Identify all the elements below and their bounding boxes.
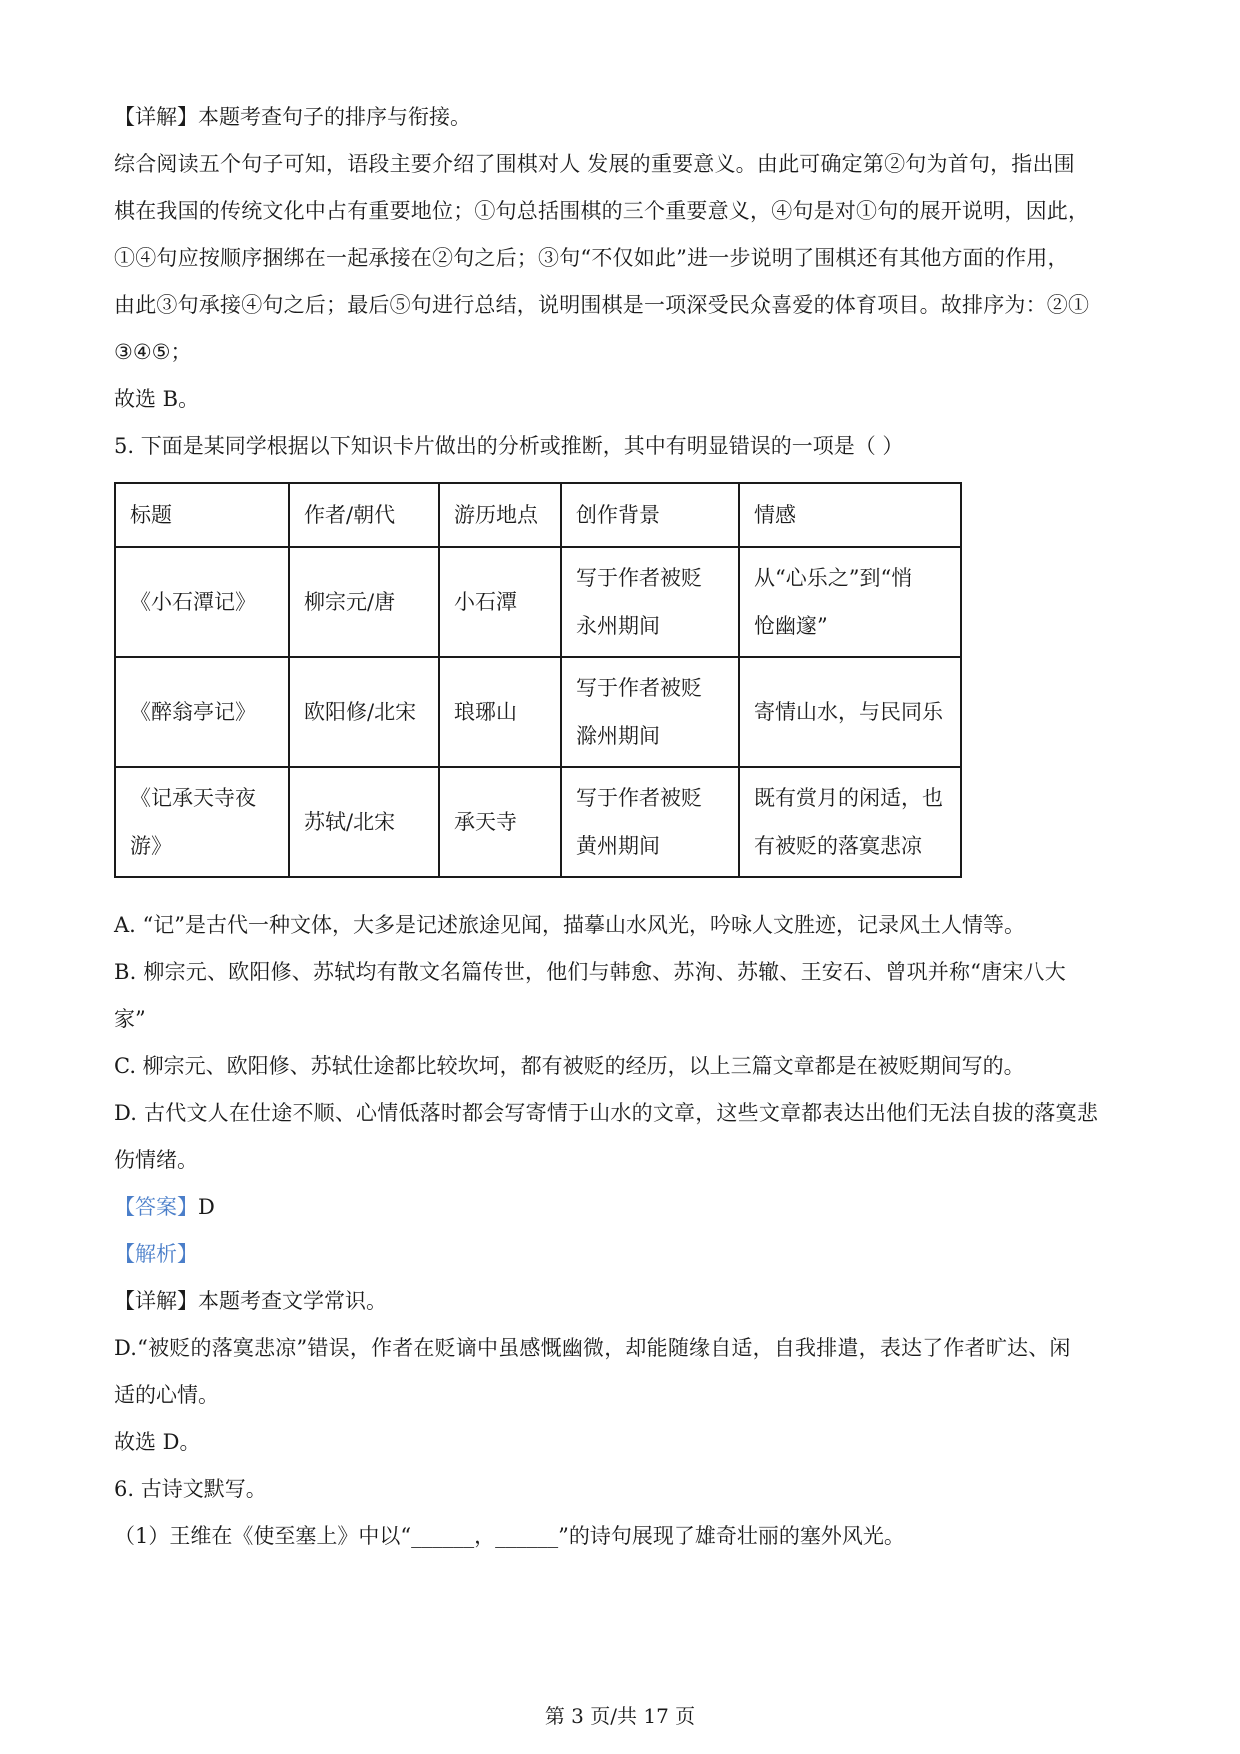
document-page	[114, 94, 1134, 1560]
title-cell: 《醉翁亭记》	[115, 657, 289, 767]
cell-line: 永州期间	[576, 614, 660, 638]
conclusion: 故选 B。	[114, 387, 200, 411]
question-stem: 6. 古诗文默写。	[114, 1477, 267, 1501]
explanation-line: 综合阅读五个句子可知，语段主要介绍了围棋对人 发展的重要意义。由此可确定第②句为首句，指出围	[114, 152, 1075, 176]
detail-label: 【详解】	[114, 105, 198, 129]
place-cell: 承天寺	[439, 767, 561, 877]
explanation-line: ③④⑤；	[114, 340, 192, 364]
analysis-label: 【解析】	[114, 1242, 198, 1266]
detail-text: 本题考查句子的排序与衔接。	[198, 105, 471, 129]
table-row	[115, 547, 961, 657]
title-cell	[115, 767, 289, 877]
emotion-cell: 寄情山水，与民同乐	[739, 657, 961, 767]
detail-text: 本题考查文学常识。	[198, 1289, 387, 1313]
sub-question: （1）王维在《使至塞上》中以“______，______”的诗句展现了雄奇壮丽的塞外风光。	[114, 1524, 905, 1548]
background-cell	[561, 547, 739, 657]
header-cell: 标题	[115, 483, 289, 547]
option-c: C. 柳宗元、欧阳修、苏轼仕途都比较坎坷，都有被贬的经历，以上三篇文章都是在被贬期间写的。	[114, 1054, 1025, 1078]
background-cell	[561, 657, 739, 767]
place-cell: 小石潭	[439, 547, 561, 657]
cell-line: 黄州期间	[576, 834, 660, 858]
author-cell: 柳宗元/唐	[289, 547, 439, 657]
cell-line: 有被贬的落寞悲凉	[754, 834, 922, 858]
explanation-line: D.“被贬的落寞悲凉”错误，作者在贬谪中虽感慨幽微，却能随缘自适，自我排遣，表达了作者旷达、闲	[114, 1336, 1071, 1360]
detail-line	[114, 94, 1134, 141]
background-cell	[561, 767, 739, 877]
header-cell: 游历地点	[439, 483, 561, 547]
author-cell: 苏轼/北宋	[289, 767, 439, 877]
answer-value: D	[198, 1195, 215, 1219]
question-stem: 5. 下面是某同学根据以下知识卡片做出的分析或推断，其中有明显错误的一项是（ ）	[114, 434, 904, 458]
option-d-cont: 伤情绪。	[114, 1148, 198, 1172]
detail-line	[114, 1278, 1134, 1325]
page-number: 第 3 页/共 17 页	[544, 1704, 696, 1728]
title-cell: 《小石潭记》	[115, 547, 289, 657]
emotion-cell	[739, 547, 961, 657]
cell-line: 既有赏月的闲适，也	[754, 786, 943, 810]
cell-line: 滁州期间	[576, 724, 660, 748]
cell-line: 怆幽邃”	[754, 614, 828, 638]
conclusion: 故选 D。	[114, 1430, 201, 1454]
answer-label: 【答案】	[114, 1195, 198, 1219]
header-cell: 情感	[739, 483, 961, 547]
header-cell: 作者/朝代	[289, 483, 439, 547]
option-b-cont: 家”	[114, 1007, 146, 1031]
place-cell: 琅琊山	[439, 657, 561, 767]
author-cell: 欧阳修/北宋	[289, 657, 439, 767]
knowledge-card-table	[114, 482, 962, 878]
header-cell: 创作背景	[561, 483, 739, 547]
cell-line: 游》	[130, 834, 172, 858]
cell-line: 写于作者被贬	[576, 676, 702, 700]
cell-line: 从“心乐之”到“悄	[754, 566, 913, 590]
table-row	[115, 767, 961, 877]
emotion-cell	[739, 767, 961, 877]
cell-line: 写于作者被贬	[576, 786, 702, 810]
explanation-line: ①④句应按顺序捆绑在一起承接在②句之后；③句“不仅如此”进一步说明了围棋还有其他方面的作用，	[114, 246, 1069, 270]
option-b: B. 柳宗元、欧阳修、苏轼均有散文名篇传世，他们与韩愈、苏洵、苏辙、王安石、曾巩并称“唐宋八大	[114, 960, 1066, 984]
option-d: D. 古代文人在仕途不顺、心情低落时都会写寄情于山水的文章，这些文章都表达出他们无法自拔的落寞悲	[114, 1101, 1099, 1125]
detail-label: 【详解】	[114, 1289, 198, 1313]
cell-line: 《记承天寺夜	[130, 786, 256, 810]
answer-line	[114, 1184, 1134, 1231]
table-header-row	[115, 483, 961, 547]
cell-line: 写于作者被贬	[576, 566, 702, 590]
explanation-line: 棋在我国的传统文化中占有重要地位；①句总括围棋的三个重要意义，④句是对①句的展开说明，因此，	[114, 199, 1090, 223]
option-a: A. “记”是古代一种文体，大多是记述旅途见闻，描摹山水风光，吟咏人文胜迹，记录风土人情等。	[114, 913, 1025, 937]
explanation-line: 由此③句承接④句之后；最后⑤句进行总结，说明围棋是一项深受民众喜爱的体育项目。故排序为：②①	[114, 293, 1090, 317]
table-row	[115, 657, 961, 767]
explanation-line: 适的心情。	[114, 1383, 219, 1407]
